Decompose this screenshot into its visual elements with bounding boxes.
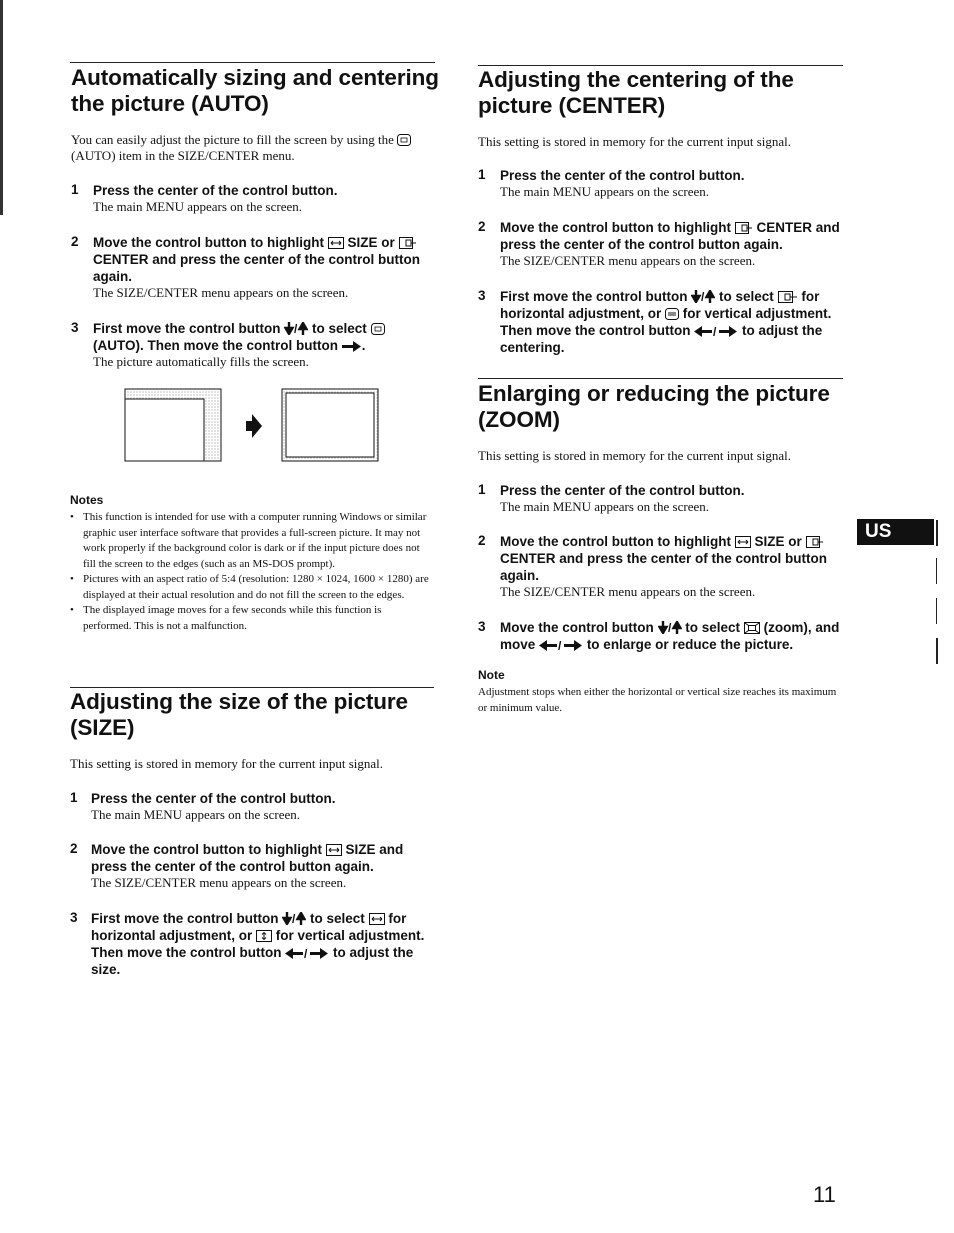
vertical-size-icon — [256, 930, 272, 942]
zoom-note: Adjustment stops when either the horizontal or vertical size reaches its maximum or minimum value. — [478, 686, 837, 714]
notes-list — [70, 510, 432, 634]
left-right-arrow-icon — [539, 640, 583, 651]
language-tab: US — [857, 519, 934, 545]
auto-intro: You can easily adjust the picture to fill the screen by using the (AUTO) item in the SIZE/CENTER menu. — [71, 132, 436, 164]
right-arrow-icon — [342, 341, 362, 352]
center-intro: This setting is stored in memory for the current input signal. — [478, 134, 792, 149]
size-icon — [326, 844, 342, 856]
svg-text:/: / — [292, 912, 296, 925]
center-section-title: Adjusting the centering of the picture (CENTER) — [478, 67, 794, 118]
size-section-title: Adjusting the size of the picture (SIZE) — [70, 689, 408, 740]
zoom-step-3: 3 Move the control button / to select (zoom), and move / to enlarge or reduce the picture. — [478, 619, 840, 652]
svg-text:/: / — [294, 322, 298, 335]
center-step-3: 3 First move the control button / to select for horizontal adjustment, or for vertical adjustment. Then move the control button / to adjust the centering. — [478, 288, 832, 355]
zoom-icon — [744, 622, 760, 634]
zoom-step-1: 1 Press the center of the control button. The main MENU appears on the screen. — [478, 482, 745, 514]
left-right-arrow-icon — [694, 326, 738, 337]
center-icon — [806, 536, 824, 548]
svg-text:/: / — [304, 948, 308, 959]
size-intro: This setting is stored in memory for the current input signal. — [70, 756, 384, 771]
size-step-2: 2 Move the control button to highlight SIZE and press the center of the control button again. The SIZE/CENTER menu appears on the screen. — [70, 841, 404, 890]
size-icon — [735, 536, 751, 548]
svg-text:/: / — [667, 621, 671, 634]
size-step-3: 3 First move the control button / to select for horizontal adjustment, or for vertical adjustment. Then move the control button / to adjust the size. — [70, 910, 425, 977]
size-step-1: 1 Press the center of the control button. The main MENU appears on the screen. — [70, 790, 336, 822]
auto-section-title: Automatically sizing and centering the picture (AUTO) — [71, 65, 439, 116]
horizontal-center-icon — [778, 291, 798, 303]
horizontal-size-icon — [369, 913, 385, 925]
svg-text:/: / — [701, 290, 705, 303]
screen-before — [125, 389, 221, 461]
scan-edge-line — [0, 0, 3, 215]
center-step-1: 1 Press the center of the control button. The main MENU appears on the screen. — [478, 167, 745, 199]
center-step-2: 2 Move the control button to highlight CENTER and press the center of the control button again. The SIZE/CENTER menu appears on the screen. — [478, 219, 840, 268]
svg-text:/: / — [713, 326, 717, 337]
section-rule — [70, 687, 434, 688]
down-up-arrow-icon — [658, 621, 682, 634]
arrow-icon — [246, 414, 262, 438]
auto-icon — [397, 134, 411, 146]
size-icon — [328, 237, 344, 249]
center-icon — [735, 222, 753, 234]
thumb-index-mark — [936, 520, 938, 546]
note-item: • The displayed image moves for a few seconds while this function is performed. This is not a malfunction. — [70, 603, 432, 634]
note-item: • This function is intended for use with a computer running Windows or similar graphic user interface software that provides a full-screen picture. It may not work properly if the background color is dark or if the input picture does not fill the screen to the edges (such as an MS-DOS prompt). — [70, 510, 432, 572]
thumb-index-mark — [936, 598, 937, 624]
thumb-index-mark — [936, 558, 937, 584]
auto-icon — [371, 323, 385, 335]
note-item: • Pictures with an aspect ratio of 5:4 (resolution: 1280 × 1024, 1600 × 1280) are displayed at their actual resolution and do not fill the screen to the edges. — [70, 572, 432, 603]
zoom-intro: This setting is stored in memory for the current input signal. — [478, 448, 792, 463]
auto-illustration — [124, 388, 382, 464]
down-up-arrow-icon — [284, 322, 308, 335]
notes-title: Notes — [70, 493, 104, 507]
section-rule — [478, 65, 843, 66]
down-up-arrow-icon — [691, 290, 715, 303]
down-up-arrow-icon — [282, 912, 306, 925]
section-rule — [70, 62, 435, 63]
auto-step-2: 2 Move the control button to highlight SIZE or CENTER and press the center of the control button again. The SIZE/CENTER menu appears on the screen. — [71, 234, 421, 300]
zoom-section-title: Enlarging or reducing the picture (ZOOM) — [478, 381, 830, 432]
center-icon — [399, 237, 417, 249]
zoom-step-2: 2 Move the control button to highlight SIZE or CENTER and press the center of the control button again. The SIZE/CENTER menu appears on the screen. — [478, 533, 828, 599]
section-rule — [478, 378, 843, 379]
left-right-arrow-icon — [285, 948, 329, 959]
thumb-index-mark — [936, 638, 938, 664]
screen-after — [282, 389, 378, 461]
page-number: 11 — [813, 1182, 836, 1207]
auto-step-3: 3 First move the control button / to select (AUTO). Then move the control button . The picture automatically fills the screen. — [71, 320, 436, 370]
vertical-center-icon — [665, 308, 679, 320]
zoom-note-title: Note — [478, 668, 505, 682]
svg-text:/: / — [558, 640, 562, 651]
auto-step-1: 1 Press the center of the control button. The main MENU appears on the screen. — [71, 182, 338, 214]
